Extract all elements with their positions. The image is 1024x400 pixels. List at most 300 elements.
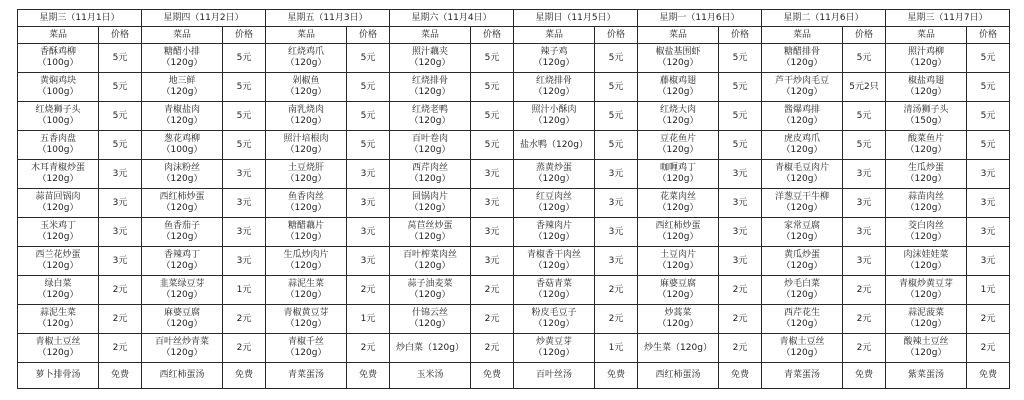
dish-weight: （120g） [285, 319, 327, 329]
dish-weight: （120g） [657, 319, 699, 329]
dish-name: 香辣鸡丁 [163, 250, 200, 260]
price-cell: 2元 [967, 305, 1010, 334]
dish-weight: （120g） [781, 116, 823, 126]
dish-name: 红烧狮子头 [35, 105, 81, 115]
dish-weight: （120g） [781, 290, 823, 300]
price-cell: 5元 [595, 44, 638, 73]
price-cell: 3元 [471, 160, 514, 189]
dish-weight: （100g） [37, 116, 79, 126]
dish-weight: （120g） [657, 232, 699, 242]
dish-name: 虎皮鸡爪 [783, 134, 820, 144]
dish-weight: （100g） [37, 58, 79, 68]
dish-name: 肉沫娃娃菜 [903, 250, 949, 260]
dish-name: 酸辣土豆丝 [903, 337, 949, 347]
table-row [18, 189, 1010, 218]
price-cell: 3元 [719, 160, 762, 189]
price-cell: 3元 [99, 218, 142, 247]
dish-cell [638, 189, 719, 218]
price-column-header: 价格 [595, 27, 638, 44]
dish-name: 土豆肉片 [659, 250, 696, 260]
price-cell: 1元 [967, 276, 1010, 305]
price-cell: 3元 [471, 247, 514, 276]
dish-cell [886, 131, 967, 160]
dish-name: 西兰花炒蛋 [35, 250, 81, 260]
price-column-header: 价格 [843, 27, 886, 44]
dish-cell [762, 102, 843, 131]
dish-name: 生瓜炒肉片 [283, 250, 329, 260]
dish-weight: （120g） [657, 116, 699, 126]
price-cell: 2元 [471, 276, 514, 305]
dish-weight: （120g） [781, 232, 823, 242]
day-header: 星期一（11月6日） [638, 10, 762, 27]
dish-cell [142, 218, 223, 247]
dish-weight: （120g） [409, 116, 451, 126]
dish-name: 西红柿炒蛋 [159, 192, 205, 202]
dish-name: 韭菜绿豆芽 [159, 279, 205, 289]
dish-weight: （120g） [781, 261, 823, 271]
dish-cell [762, 189, 843, 218]
dish-cell [762, 276, 843, 305]
dish-weight: （120g） [409, 58, 451, 68]
dish-weight: （120g） [905, 319, 947, 329]
dish-name: 鱼香茄子 [163, 221, 200, 231]
dish-cell [390, 160, 471, 189]
day-header: 星期三（11月1日） [18, 10, 142, 27]
price-cell: 5元 [471, 44, 514, 73]
price-cell: 3元 [223, 160, 266, 189]
dish-cell [142, 334, 223, 363]
dish-cell [266, 102, 347, 131]
dish-weight: （120g） [657, 203, 699, 213]
dish-cell [638, 247, 719, 276]
price-cell: 3元 [595, 218, 638, 247]
dish-name: 蒜苗回锅肉 [35, 192, 81, 202]
price-cell: 2元 [719, 276, 762, 305]
price-cell: 2元 [719, 305, 762, 334]
dish-weight: （120g） [781, 174, 823, 184]
dish-name: 糖醋排骨 [783, 47, 820, 57]
day-header: 星期五（11月3日） [266, 10, 390, 27]
dish-name: 莴苣丝炒蛋 [407, 221, 453, 231]
dish-name: 麻婆豆腐 [659, 279, 696, 289]
dish-name: 什锦云丝 [411, 308, 448, 318]
dish-cell [638, 44, 719, 73]
price-cell: 5元 [223, 73, 266, 102]
dish-cell [18, 305, 99, 334]
price-cell: 2元 [471, 305, 514, 334]
dish-cell [266, 363, 347, 389]
dish-name: 酱爆鸡排 [783, 105, 820, 115]
dish-name: 西芹花生 [783, 308, 820, 318]
dish-name: 西红柿蛋汤 [159, 370, 205, 380]
price-cell: 5元2只 [843, 73, 886, 102]
dish-name: 五香肉盘 [39, 134, 76, 144]
dish-cell [638, 334, 719, 363]
price-cell: 2元 [719, 334, 762, 363]
price-cell: 3元 [719, 189, 762, 218]
dish-cell [638, 131, 719, 160]
dish-cell [886, 160, 967, 189]
dish-name: 蒜泥菠菜 [907, 308, 944, 318]
dish-name: 炒生菜（120g） [644, 342, 712, 353]
dish-cell [390, 189, 471, 218]
dish-cell [514, 160, 595, 189]
dish-name: 青椒盐肉 [163, 105, 200, 115]
price-cell: 5元 [347, 102, 390, 131]
dish-weight: （120g） [905, 348, 947, 358]
price-cell: 3元 [967, 189, 1010, 218]
dish-cell [142, 247, 223, 276]
dish-column-header: 菜品 [514, 27, 595, 44]
price-cell: 5元 [967, 102, 1010, 131]
price-cell: 3元 [223, 189, 266, 218]
dish-name: 酸菜鱼片 [907, 134, 944, 144]
dish-name: 清汤狮子头 [903, 105, 949, 115]
dish-name: 百叶丝汤 [535, 370, 572, 380]
dish-cell [266, 160, 347, 189]
dish-cell [18, 160, 99, 189]
dish-weight: （100g） [37, 87, 79, 97]
table-row [18, 73, 1010, 102]
price-cell: 免费 [719, 363, 762, 389]
price-cell: 免费 [471, 363, 514, 389]
dish-weight: （120g） [781, 87, 823, 97]
dish-cell [762, 73, 843, 102]
dish-name: 青菜蛋汤 [287, 370, 324, 380]
price-cell: 免费 [595, 363, 638, 389]
price-column-header: 价格 [967, 27, 1010, 44]
dish-column-header: 菜品 [390, 27, 471, 44]
price-cell: 3元 [223, 218, 266, 247]
dish-cell [266, 276, 347, 305]
dish-weight: （120g） [37, 348, 79, 358]
dish-cell [18, 218, 99, 247]
price-cell: 3元 [99, 247, 142, 276]
price-cell: 2元 [223, 334, 266, 363]
dish-name: 香酥鸡柳 [39, 47, 76, 57]
dish-cell [266, 247, 347, 276]
dish-name: 藤椒鸡翅 [659, 76, 696, 86]
dish-cell [886, 44, 967, 73]
price-cell: 5元 [347, 131, 390, 160]
dish-name: 玉米汤 [416, 370, 444, 380]
price-cell: 3元 [843, 189, 886, 218]
dish-cell [762, 160, 843, 189]
dish-weight: （120g） [533, 348, 575, 358]
dish-weight: （120g） [37, 203, 79, 213]
price-cell: 3元 [595, 160, 638, 189]
dish-cell [142, 189, 223, 218]
table-row [18, 160, 1010, 189]
dish-cell [390, 102, 471, 131]
dish-cell [390, 363, 471, 389]
dish-weight: （120g） [657, 261, 699, 271]
dish-cell [638, 102, 719, 131]
dish-column-header: 菜品 [886, 27, 967, 44]
dish-cell [886, 102, 967, 131]
dish-weight: （120g） [161, 290, 203, 300]
dish-cell [142, 305, 223, 334]
dish-weight: （100g） [37, 145, 79, 155]
dish-name: 照汁培根肉 [283, 134, 329, 144]
dish-name: 炒蒿菜 [664, 308, 692, 318]
dish-weight: （120g） [161, 261, 203, 271]
table-row [18, 363, 1010, 389]
day-header: 星期日（11月5日） [514, 10, 638, 27]
dish-weight: （120g） [409, 203, 451, 213]
table-row [18, 131, 1010, 160]
dish-weight: （120g） [657, 290, 699, 300]
dish-name: 木耳青椒炒蛋 [30, 163, 85, 173]
price-cell: 3元 [471, 189, 514, 218]
dish-name: 芦干炒肉毛豆 [774, 76, 829, 86]
dish-cell [142, 102, 223, 131]
dish-name: 南乳烧肉 [287, 105, 324, 115]
dish-cell [266, 44, 347, 73]
dish-weight: （120g） [409, 261, 451, 271]
dish-weight: （120g） [533, 261, 575, 271]
price-cell: 5元 [843, 102, 886, 131]
price-cell: 3元 [719, 218, 762, 247]
dish-name: 香辣肉片 [535, 221, 572, 231]
day-header-row [18, 10, 1010, 27]
price-cell: 2元 [843, 276, 886, 305]
menu-body [18, 44, 1010, 389]
dish-name: 蒸黄炒蛋 [535, 163, 572, 173]
price-cell: 5元 [967, 131, 1010, 160]
dish-cell [886, 276, 967, 305]
dish-weight: （120g） [161, 319, 203, 329]
price-cell: 5元 [595, 102, 638, 131]
dish-name: 照汁鸡柳 [907, 47, 944, 57]
dish-weight: （120g） [37, 290, 79, 300]
dish-name: 糖醋藕片 [287, 221, 324, 231]
dish-weight: （150g） [905, 116, 947, 126]
dish-name: 地三鲜 [168, 76, 196, 86]
dish-weight: （120g） [905, 174, 947, 184]
price-cell: 免费 [843, 363, 886, 389]
dish-weight: （120g） [657, 58, 699, 68]
dish-name: 椒盐鸡翅 [907, 76, 944, 86]
dish-weight: （120g） [285, 232, 327, 242]
day-header: 星期四（11月2日） [142, 10, 266, 27]
dish-cell [762, 44, 843, 73]
dish-weight: （120g） [37, 319, 79, 329]
dish-weight: （120g） [657, 174, 699, 184]
dish-name: 西红柿蛋汤 [655, 370, 701, 380]
table-row [18, 102, 1010, 131]
dish-weight: （120g） [781, 145, 823, 155]
price-cell: 3元 [843, 160, 886, 189]
dish-name: 蒜泥生菜 [287, 279, 324, 289]
dish-weight: （120g） [37, 232, 79, 242]
dish-weight: （120g） [781, 348, 823, 358]
price-column-header: 价格 [99, 27, 142, 44]
dish-weight: （120g） [161, 87, 203, 97]
column-header-row [18, 27, 1010, 44]
price-cell: 1元 [347, 305, 390, 334]
dish-cell [142, 73, 223, 102]
price-cell: 2元 [99, 305, 142, 334]
table-row [18, 305, 1010, 334]
dish-cell [514, 305, 595, 334]
price-cell: 2元 [967, 334, 1010, 363]
dish-weight: （120g） [285, 290, 327, 300]
dish-name: 青椒土豆丝 [779, 337, 825, 347]
dish-weight: （120g） [409, 319, 451, 329]
price-cell: 5元 [719, 131, 762, 160]
price-cell: 5元 [595, 73, 638, 102]
price-cell: 3元 [719, 247, 762, 276]
table-row [18, 334, 1010, 363]
dish-name: 青椒毛豆肉片 [774, 163, 829, 173]
dish-name: 豆花鱼片 [659, 134, 696, 144]
dish-column-header: 菜品 [142, 27, 223, 44]
dish-weight: （120g） [37, 174, 79, 184]
price-cell: 3元 [347, 160, 390, 189]
dish-column-header: 菜品 [762, 27, 843, 44]
dish-cell [18, 276, 99, 305]
dish-weight: （120g） [161, 348, 203, 358]
dish-cell [142, 276, 223, 305]
price-cell: 免费 [99, 363, 142, 389]
price-cell: 5元 [967, 73, 1010, 102]
dish-name: 蒜苗肉丝 [907, 192, 944, 202]
table-row [18, 44, 1010, 73]
dish-name: 盐水鸭（120g） [520, 139, 588, 150]
dish-cell [886, 189, 967, 218]
price-cell: 5元 [967, 44, 1010, 73]
dish-name: 咖喱鸡丁 [659, 163, 696, 173]
dish-name: 青椒土豆丝 [35, 337, 81, 347]
price-cell: 1元 [223, 276, 266, 305]
dish-name: 青椒千丝 [287, 337, 324, 347]
dish-weight: （120g） [409, 290, 451, 300]
dish-cell [18, 363, 99, 389]
dish-weight: （120g） [533, 116, 575, 126]
price-cell: 3元 [347, 247, 390, 276]
dish-cell [514, 73, 595, 102]
dish-cell [390, 131, 471, 160]
dish-weight: （120g） [905, 232, 947, 242]
dish-weight: （120g） [533, 87, 575, 97]
price-cell: 3元 [347, 218, 390, 247]
dish-cell [266, 218, 347, 247]
dish-weight: （120g） [285, 261, 327, 271]
dish-name: 剁椒鱼 [292, 76, 320, 86]
dish-name: 红烧大肉 [659, 105, 696, 115]
table-row [18, 276, 1010, 305]
dish-cell [762, 247, 843, 276]
dish-name: 家常豆腐 [783, 221, 820, 231]
menu-table [17, 9, 1010, 389]
dish-weight: （120g） [533, 290, 575, 300]
dish-name: 青椒炒黄豆芽 [898, 279, 953, 289]
dish-cell [142, 160, 223, 189]
dish-cell [18, 73, 99, 102]
dish-name: 青椒黄豆芽 [283, 308, 329, 318]
dish-name: 回锅肉片 [411, 192, 448, 202]
dish-cell [18, 247, 99, 276]
price-cell: 2元 [99, 334, 142, 363]
dish-name: 粉皮毛豆子 [531, 308, 577, 318]
dish-name: 百叶卷肉 [411, 134, 448, 144]
dish-name: 紫菜蛋汤 [907, 370, 944, 380]
dish-cell [390, 334, 471, 363]
dish-name: 椒盐基围虾 [655, 47, 701, 57]
dish-name: 洋葱豆干牛柳 [774, 192, 829, 202]
price-cell: 5元 [471, 73, 514, 102]
dish-name: 西红柿炒蛋 [655, 221, 701, 231]
dish-cell [762, 334, 843, 363]
dish-cell [886, 73, 967, 102]
dish-cell [638, 363, 719, 389]
dish-name: 花菜肉丝 [659, 192, 696, 202]
dish-name: 鱼香肉丝 [287, 192, 324, 202]
price-cell: 5元 [99, 131, 142, 160]
dish-cell [638, 305, 719, 334]
price-cell: 2元 [347, 276, 390, 305]
price-cell: 3元 [967, 160, 1010, 189]
price-cell: 2元 [595, 305, 638, 334]
dish-weight: （120g） [285, 203, 327, 213]
dish-weight: （120g） [161, 58, 203, 68]
dish-name: 黄焖鸡块 [39, 76, 76, 86]
price-cell: 3元 [967, 247, 1010, 276]
price-cell: 3元 [99, 189, 142, 218]
dish-weight: （120g） [657, 87, 699, 97]
dish-weight: （120g） [657, 145, 699, 155]
dish-cell [18, 131, 99, 160]
dish-cell [514, 247, 595, 276]
dish-name: 辣子鸡 [540, 47, 568, 57]
dish-weight: （120g） [905, 58, 947, 68]
dish-weight: （120g） [533, 203, 575, 213]
dish-cell [638, 276, 719, 305]
dish-cell [638, 218, 719, 247]
price-cell: 5元 [223, 102, 266, 131]
dish-cell [266, 73, 347, 102]
dish-weight: （120g） [409, 174, 451, 184]
dish-cell [886, 218, 967, 247]
dish-cell [18, 44, 99, 73]
dish-name: 炒黄豆芽 [535, 337, 572, 347]
table-row [18, 218, 1010, 247]
price-cell: 免费 [223, 363, 266, 389]
dish-cell [390, 73, 471, 102]
dish-cell [514, 131, 595, 160]
dish-weight: （120g） [285, 116, 327, 126]
dish-weight: （120g） [409, 87, 451, 97]
dish-weight: （120g） [533, 232, 575, 242]
price-cell: 5元 [719, 73, 762, 102]
dish-cell [514, 189, 595, 218]
dish-name: 生瓜炒蛋 [907, 163, 944, 173]
price-cell: 3元 [843, 218, 886, 247]
dish-cell [514, 102, 595, 131]
dish-name: 红烧排骨 [411, 76, 448, 86]
dish-weight: （120g） [161, 116, 203, 126]
day-header: 星期六（11月4日） [390, 10, 514, 27]
price-cell: 5元 [99, 102, 142, 131]
dish-cell [18, 189, 99, 218]
price-cell: 5元 [99, 73, 142, 102]
dish-cell [266, 305, 347, 334]
dish-name: 蒜子油麦菜 [407, 279, 453, 289]
day-header: 星期三（11月7日） [886, 10, 1010, 27]
dish-name: 红烧排骨 [535, 76, 572, 86]
price-cell: 3元 [967, 218, 1010, 247]
